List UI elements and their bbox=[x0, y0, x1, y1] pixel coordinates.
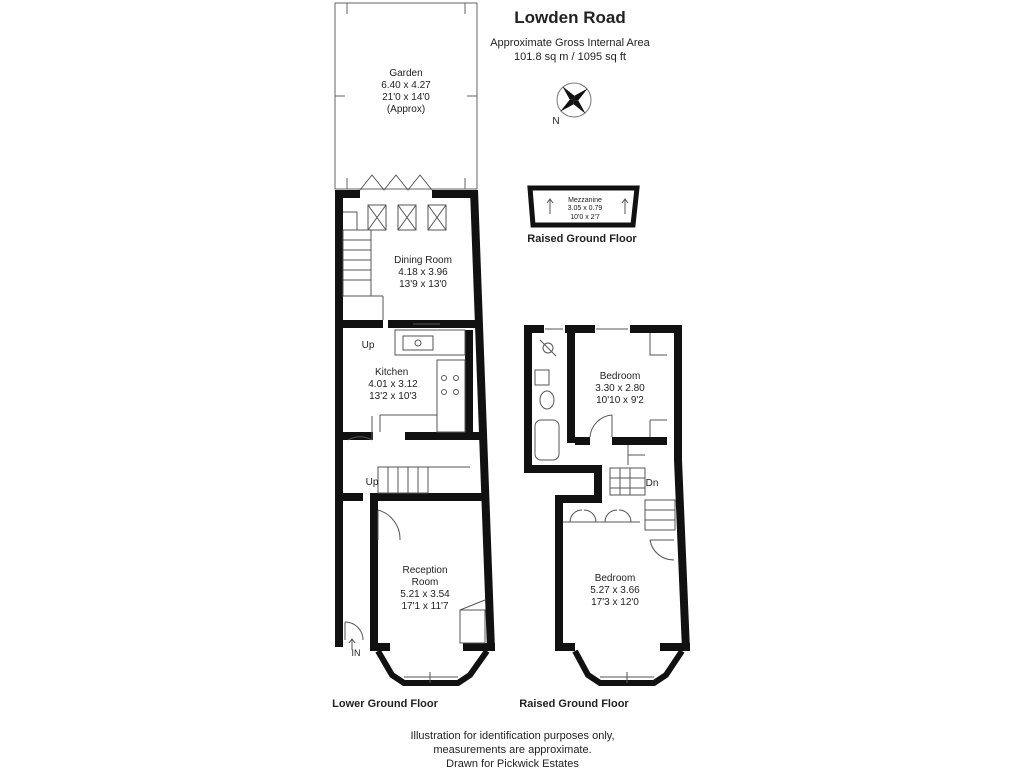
dining-room-label bbox=[383, 255, 463, 291]
garden-label bbox=[366, 68, 446, 116]
mezzanine-name: Mezzanine bbox=[568, 197, 602, 204]
compass-rose bbox=[557, 83, 591, 117]
disclaimer-line-1: Illustration for identification purposes only, bbox=[410, 730, 615, 742]
garden-metric: 6.40 x 4.27 bbox=[381, 80, 431, 91]
kitchen-name: Kitchen bbox=[375, 367, 409, 378]
kitchen-metric: 4.01 x 3.12 bbox=[368, 379, 418, 390]
kitchen-imperial: 13'2 x 10'3 bbox=[369, 391, 417, 402]
mezzanine-metric: 3.05 x 0.79 bbox=[567, 205, 603, 213]
mezzanine-floor-label: Raised Ground Floor bbox=[527, 233, 637, 245]
reception-room-name-2: Room bbox=[411, 577, 439, 588]
stair-up-kitchen-label: Up bbox=[361, 340, 375, 351]
bedroom-front-metric: 5.27 x 3.66 bbox=[590, 585, 640, 596]
bifold-doors bbox=[360, 175, 432, 190]
bedroom-rear-name: Bedroom bbox=[599, 371, 641, 382]
reception-room-imperial: 17'1 x 11'7 bbox=[401, 601, 449, 612]
stair-down-label: Dn bbox=[645, 478, 659, 489]
entrance-label: IN bbox=[351, 648, 361, 658]
bedroom-rear-imperial: 10'10 x 9'2 bbox=[596, 395, 644, 406]
disclaimer bbox=[380, 729, 645, 771]
area-value: 101.8 sq m / 1095 sq ft bbox=[514, 51, 626, 63]
plan-title: Lowden Road bbox=[514, 8, 626, 27]
dining-room-imperial: 13'9 x 13'0 bbox=[399, 279, 447, 290]
garden-name: Garden bbox=[389, 68, 423, 79]
bedroom-rear-label bbox=[585, 371, 655, 407]
bedroom-front-imperial: 17'3 x 12'0 bbox=[591, 597, 639, 608]
lower-ground-floor-label: Lower Ground Floor bbox=[332, 698, 438, 710]
reception-room-name-1: Reception bbox=[402, 565, 448, 576]
mezzanine-label bbox=[555, 197, 615, 222]
garden-imperial: 21'0 x 14'0 bbox=[382, 92, 430, 103]
reception-room-metric: 5.21 x 3.54 bbox=[400, 589, 450, 600]
garden-note: (Approx) bbox=[386, 104, 426, 115]
area-label: Approximate Gross Internal Area bbox=[490, 37, 650, 49]
disclaimer-line-2: measurements are approximate. bbox=[433, 744, 592, 756]
bedroom-rear-metric: 3.30 x 2.80 bbox=[595, 383, 645, 394]
dining-room-metric: 4.18 x 3.96 bbox=[398, 267, 448, 278]
dining-room-name: Dining Room bbox=[394, 255, 452, 266]
disclaimer-line-3: Drawn for Pickwick Estates bbox=[446, 758, 579, 770]
stair-up-hall-label: Up bbox=[365, 477, 379, 488]
bedroom-front-label bbox=[580, 573, 650, 609]
kitchen-label bbox=[353, 367, 433, 403]
reception-room-label bbox=[385, 565, 465, 613]
compass-north-label: N bbox=[552, 116, 560, 127]
raised-ground-floor-label: Raised Ground Floor bbox=[519, 698, 629, 710]
mezzanine-imperial: 10'0 x 2'7 bbox=[570, 213, 600, 221]
bedroom-front-name: Bedroom bbox=[594, 573, 636, 584]
